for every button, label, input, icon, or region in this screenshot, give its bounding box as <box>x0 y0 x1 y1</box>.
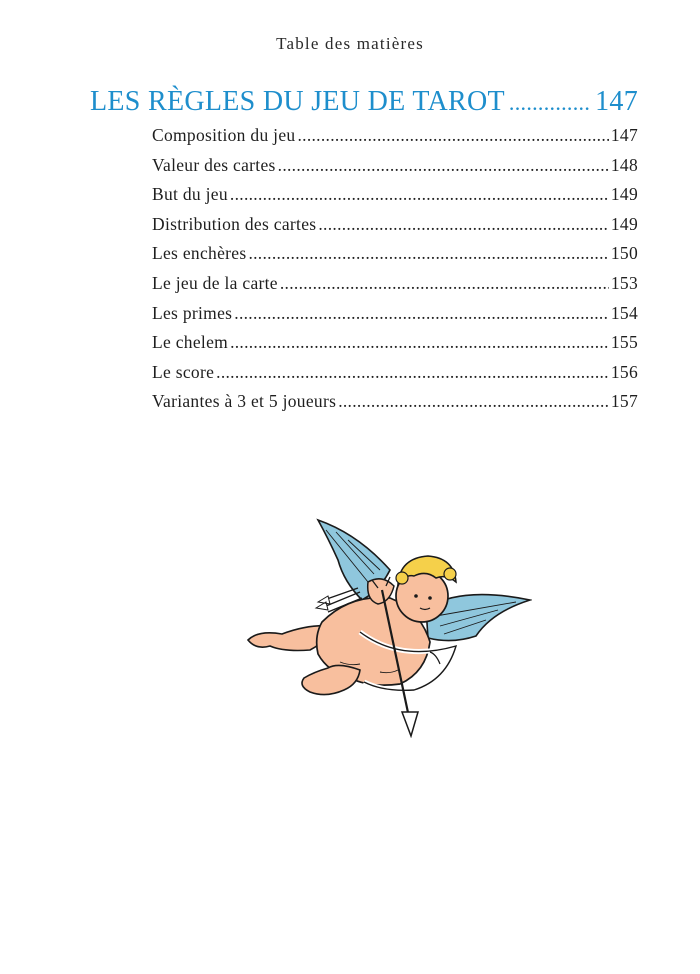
leader-dots <box>230 328 609 358</box>
toc-list <box>152 121 638 417</box>
toc-entry-page: 156 <box>610 361 638 382</box>
toc-entry[interactable] <box>152 299 638 329</box>
page-header: Table des matières <box>276 34 424 53</box>
leader-dots <box>318 210 608 240</box>
toc-entry-label: Distribution des cartes <box>152 213 317 234</box>
toc-entry-page: 147 <box>610 125 638 145</box>
toc-entry-label: Le score <box>152 361 215 382</box>
toc-entry[interactable] <box>152 121 638 151</box>
toc-entry-label: But du jeu <box>152 184 228 205</box>
leader-dots <box>248 239 608 269</box>
toc-entry-label: Le jeu de la carte <box>152 272 278 293</box>
toc-entry[interactable] <box>152 387 638 417</box>
toc-entry-label: Composition du jeu <box>152 125 296 145</box>
toc-entry-label: Les primes <box>152 302 233 323</box>
toc-entry-page: 153 <box>610 272 638 293</box>
leader-dots <box>338 387 609 417</box>
cherub-illustration <box>240 512 532 738</box>
leader-dots <box>297 121 608 151</box>
toc-entry-page: 150 <box>610 243 638 264</box>
toc-entry[interactable] <box>152 151 638 181</box>
leader-dots <box>280 269 609 299</box>
toc-entry[interactable] <box>152 180 638 210</box>
toc-entry-label: Le chelem <box>152 332 229 353</box>
toc-entry-label: Les enchères <box>152 243 247 264</box>
section-title-row[interactable] <box>90 86 638 118</box>
toc-entry-page: 154 <box>610 302 638 323</box>
toc-entry-page: 155 <box>610 332 638 353</box>
section-title: LES RÈGLES DU JEU DE TAROT <box>90 86 505 117</box>
toc-entry-page: 157 <box>610 391 638 412</box>
toc-entry-page: 148 <box>610 154 638 175</box>
toc-entry[interactable] <box>152 328 638 358</box>
toc-entry[interactable] <box>152 358 638 388</box>
leader-dots <box>509 90 591 116</box>
leader-dots <box>234 299 609 329</box>
leader-dots <box>278 151 609 181</box>
toc-entry[interactable] <box>152 210 638 240</box>
toc-entry[interactable] <box>152 269 638 299</box>
toc-entry-label: Valeur des cartes <box>152 154 276 175</box>
toc-entry-page: 149 <box>610 213 638 234</box>
section-page-number: 147 <box>595 86 638 117</box>
leader-dots <box>230 180 609 210</box>
leader-dots <box>216 358 609 388</box>
toc-entry[interactable] <box>152 239 638 269</box>
toc-entry-page: 149 <box>610 184 638 205</box>
toc-entry-label: Variantes à 3 et 5 joueurs <box>152 391 337 412</box>
